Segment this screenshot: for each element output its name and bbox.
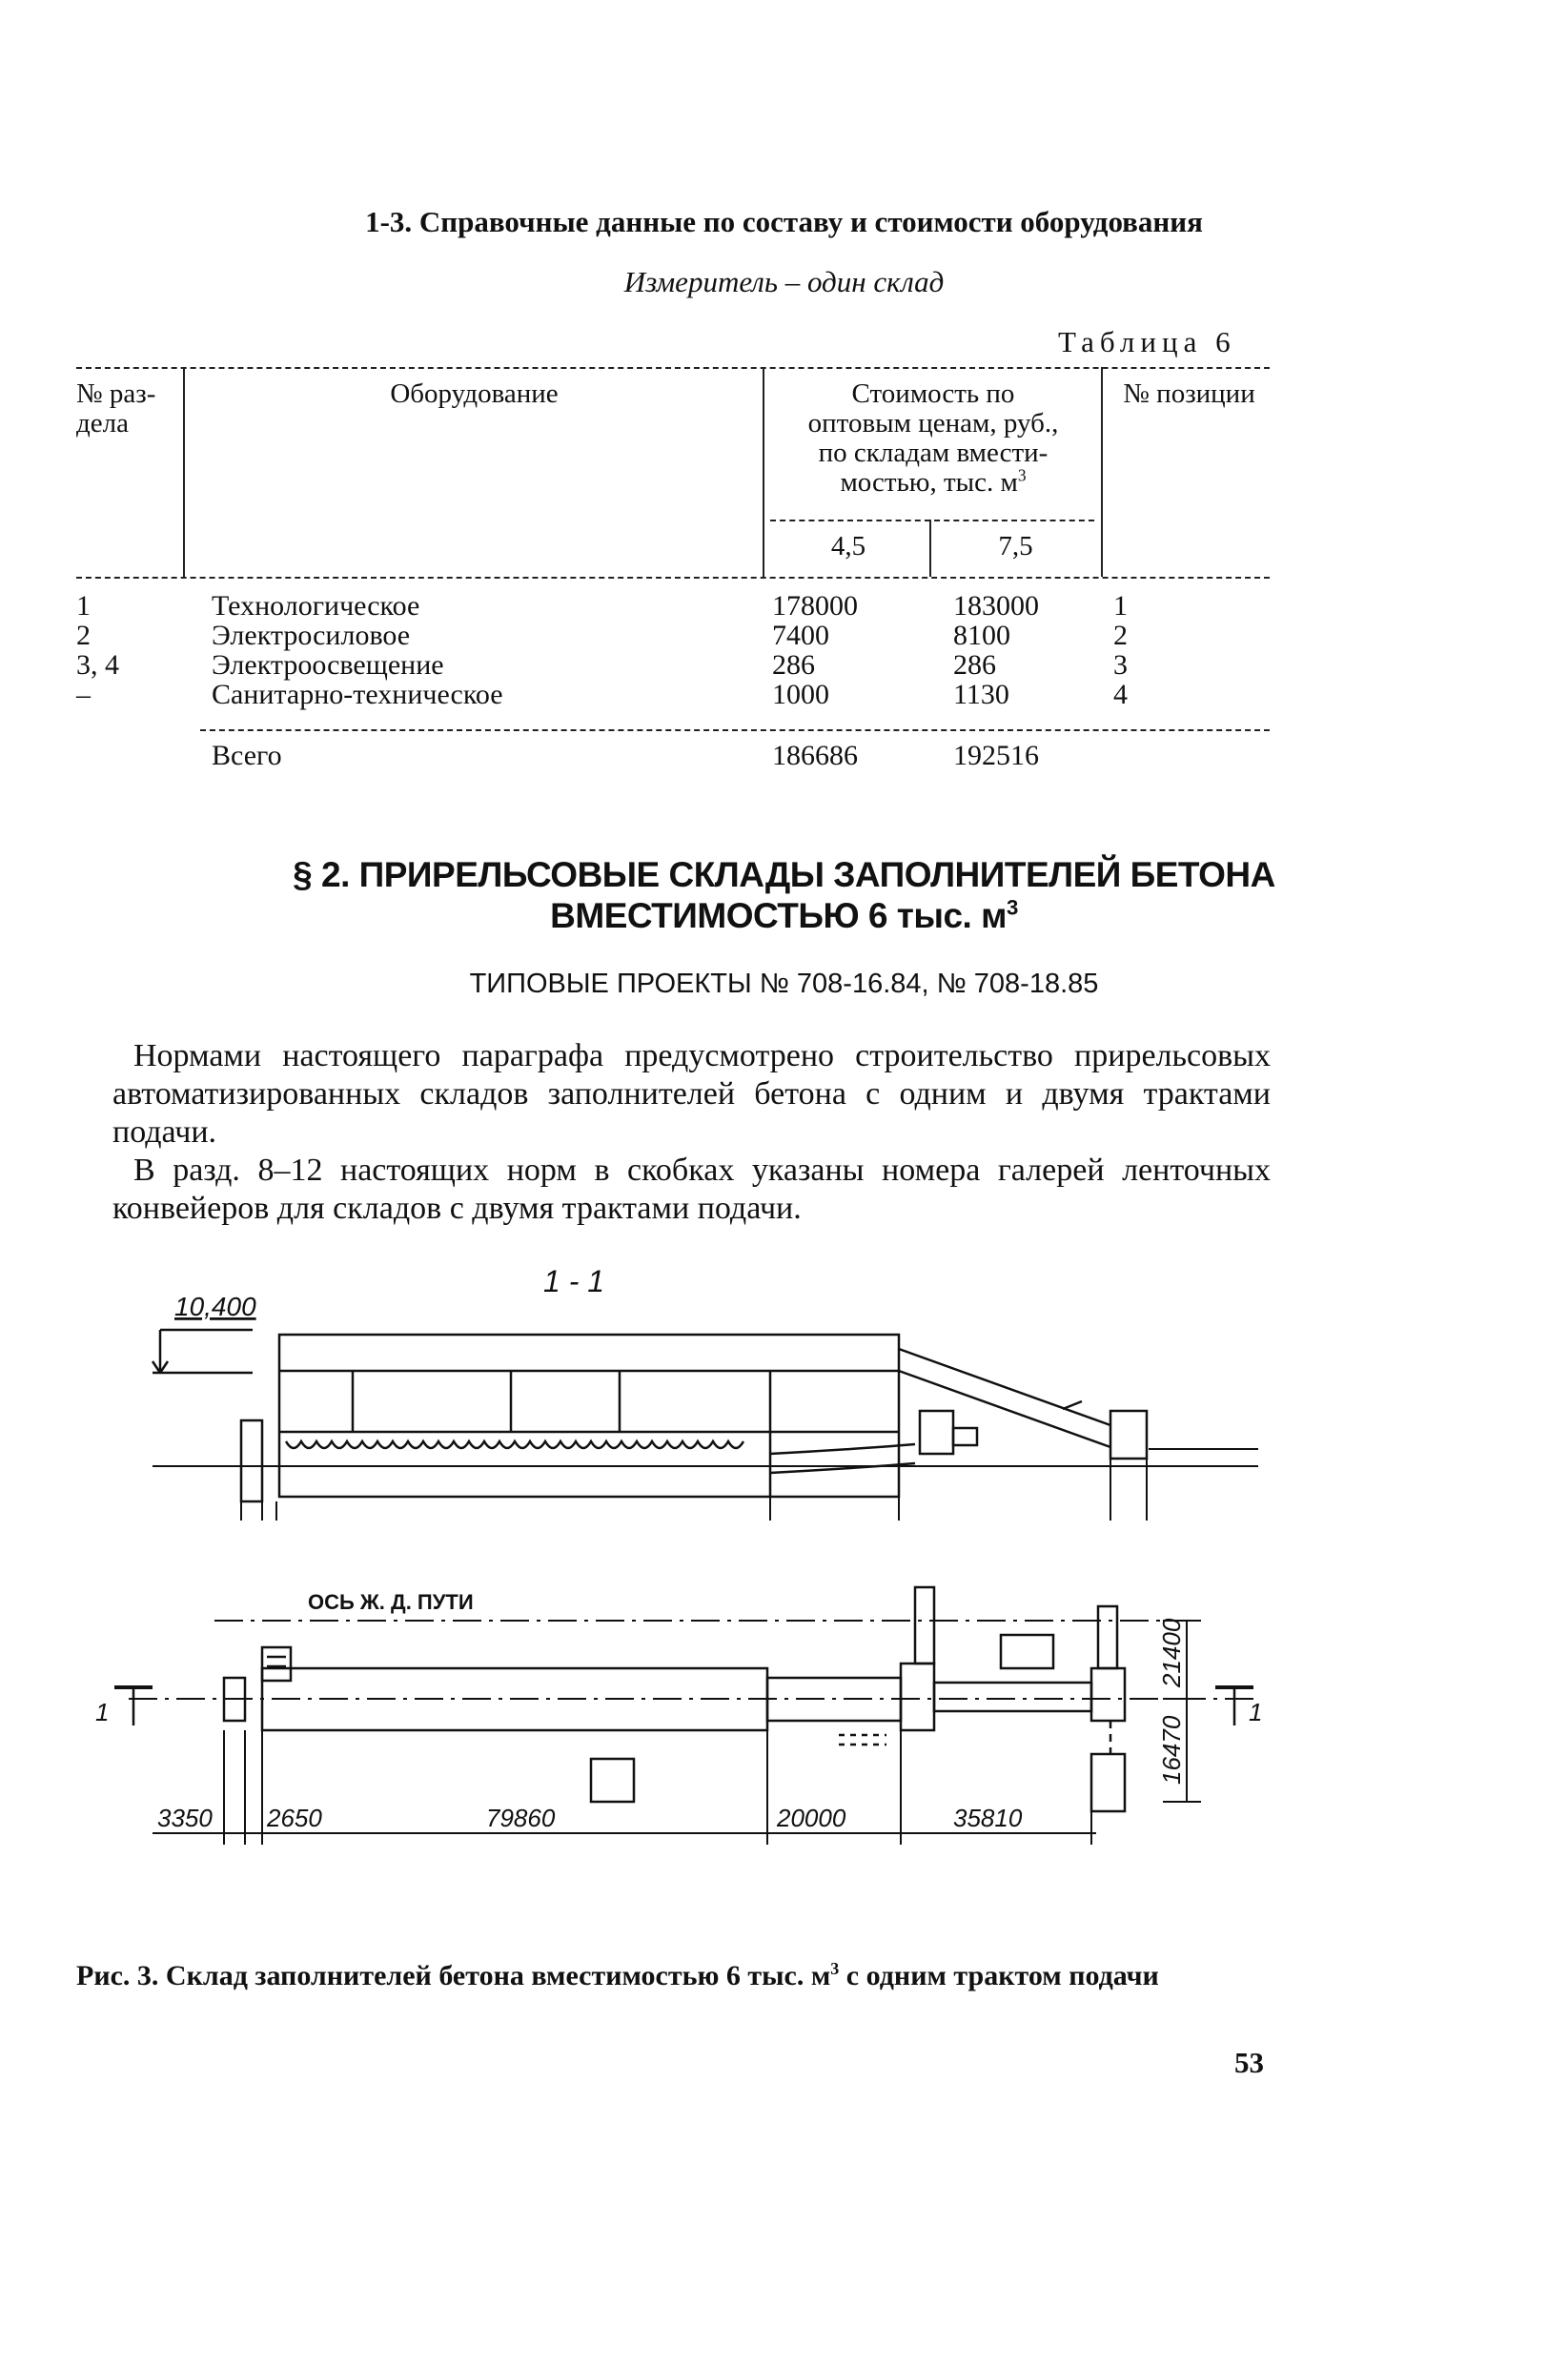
dimension-labels [157, 1618, 1186, 1832]
conveyor-gallery [899, 1349, 1147, 1459]
table-cell: Санитарно-техническое [212, 679, 503, 710]
table-cell: 1000 [772, 679, 829, 710]
figure-caption [76, 1960, 1159, 1992]
table-cell: 3 [1113, 649, 1128, 681]
col-divider [929, 520, 931, 577]
dim-label: 2650 [267, 1804, 322, 1832]
axis-lines [241, 1459, 1147, 1521]
projects-line: ТИПОВЫЕ ПРОЕКТЫ № 708-16.84, № 708-18.85 [469, 969, 1099, 999]
table-cell: 286 [772, 649, 815, 681]
vdim-label: 21400 [1157, 1618, 1186, 1687]
elevation-label: 10,400 [174, 1292, 256, 1321]
elevation-marker [153, 1330, 253, 1373]
table-cell: 1130 [953, 679, 1009, 710]
col-divider [1101, 367, 1103, 577]
section-label: 1 - 1 [543, 1264, 605, 1298]
table-cell: 178000 [772, 590, 858, 622]
section-cut-right [1215, 1687, 1262, 1726]
caption-tail: с одним трактом подачи [839, 1960, 1159, 1991]
section-cut-left [95, 1687, 153, 1726]
total-capacity-a: 186686 [772, 740, 858, 771]
total-label: Всего [212, 740, 282, 771]
body-paragraph-1: Нормами настоящего параграфа предусмотрено строительство прирельсовых автоматизированных складов заполнителей бетона с одним и двумя трактами подачи. [112, 1038, 1271, 1150]
paragraph-title-line2 [0, 896, 1568, 936]
header-cost [765, 379, 1101, 498]
table-cell: 8100 [953, 620, 1010, 651]
table-cell: Электроосвещение [212, 649, 444, 681]
total-capacity-b: 192516 [953, 740, 1039, 771]
header-cost-line: оптовым ценам, руб., [807, 408, 1059, 439]
table-cell: 1 [1113, 590, 1128, 622]
section-title: 1-3. Справочные данные по составу и стоимости оборудования [365, 205, 1203, 238]
col-razdel [76, 591, 119, 709]
header-cost-line: по складам вмести- [818, 438, 1049, 468]
col-equipment [212, 591, 503, 709]
cut-mark-right: 1 [1249, 1698, 1263, 1726]
warehouse-drawing [0, 1258, 1568, 1926]
table-cell: 183000 [953, 590, 1039, 622]
dim-label: 3350 [157, 1804, 213, 1832]
paragraph-title-line1: § 2. ПРИРЕЛЬСОВЫЕ СКЛАДЫ ЗАПОЛНИТЕЛЕЙ БЕТОНА [293, 855, 1275, 894]
table-label: Таблица 6 [1058, 325, 1236, 358]
section-subtitle: Измеритель – один склад [623, 265, 945, 298]
header-position: № позиции [1123, 378, 1255, 409]
header-capacity-a: 4,5 [830, 531, 866, 561]
table-cell: – [76, 679, 91, 710]
page-number: 53 [1234, 2046, 1264, 2079]
table-cell: 2 [1113, 620, 1128, 651]
header-cost-line: мостью, тыс. м [840, 467, 1018, 498]
table-cell: Электросиловое [212, 620, 411, 651]
paragraph-title-text: ВМЕСТИМОСТЬЮ 6 тыс. м [550, 896, 1007, 935]
header-capacity-b: 7,5 [998, 531, 1033, 561]
table-cell: Технологическое [212, 590, 420, 622]
caption-text: Рис. 3. Склад заполнителей бетона вместимостью 6 тыс. м [76, 1960, 831, 1991]
rail-axis-label: ОСЬ Ж. Д. ПУТИ [308, 1590, 474, 1614]
col-capacity-b [953, 591, 1039, 709]
cut-mark-left: 1 [95, 1698, 110, 1726]
table-cell: 286 [953, 649, 996, 681]
header-razdel [76, 379, 155, 439]
body-paragraph-2: В разд. 8–12 настоящих норм в скобках указаны номера галерей ленточных конвейеров для складов с двумя трактами подачи. [112, 1153, 1271, 1226]
header-razdel-line: дела [76, 408, 129, 439]
warehouse-section [241, 1335, 915, 1501]
paragraph-title-sup: 3 [1007, 895, 1018, 920]
dim-label: 79860 [486, 1804, 556, 1832]
dim-label: 20000 [777, 1804, 846, 1832]
col-capacity-a [772, 591, 858, 709]
table-header-rule [76, 577, 1270, 579]
col-position [1113, 591, 1128, 709]
table-total-rule [200, 729, 1270, 731]
col-divider [763, 367, 764, 577]
col-divider [183, 367, 185, 577]
table-cell: 1 [76, 590, 91, 622]
table-cell: 4 [1113, 679, 1128, 710]
header-cost-line: Стоимость по [851, 378, 1015, 409]
table-cell: 7400 [772, 620, 829, 651]
table-top-rule [76, 367, 1270, 369]
table-cell: 2 [76, 620, 91, 651]
caption-sup: 3 [830, 1959, 840, 1978]
header-equipment: Оборудование [390, 378, 559, 409]
table-subheader-rule [770, 520, 1094, 521]
vdim-label: 16470 [1157, 1715, 1186, 1785]
header-razdel-line: № раз- [76, 378, 156, 409]
header-cost-sup: 3 [1017, 465, 1027, 485]
table-cell: 3, 4 [76, 649, 119, 681]
dim-label: 35810 [953, 1804, 1023, 1832]
